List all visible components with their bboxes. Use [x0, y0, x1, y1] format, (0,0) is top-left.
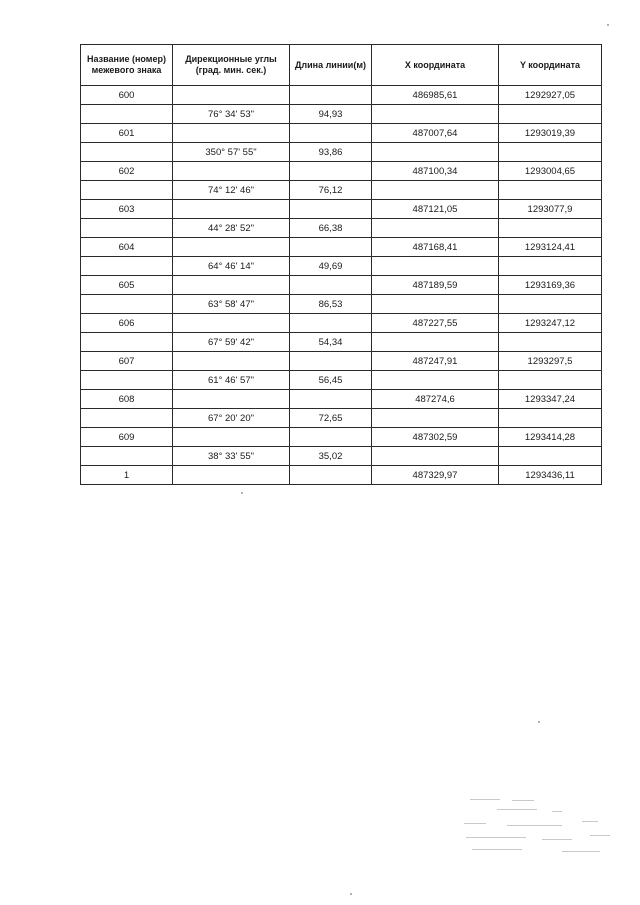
length-cell: 35,02 — [290, 447, 372, 466]
y-coordinate-cell: 1293019,39 — [499, 124, 602, 143]
length-cell — [290, 276, 372, 295]
table-row — [81, 105, 602, 124]
y-coordinate-cell — [499, 371, 602, 390]
angle-cell — [173, 86, 290, 105]
point-cell: 604 — [81, 238, 173, 257]
length-cell — [290, 314, 372, 333]
x-coordinate-cell: 487247,91 — [372, 352, 499, 371]
angle-cell: 64° 46' 14" — [173, 257, 290, 276]
y-coordinate-cell — [499, 219, 602, 238]
y-coordinate-cell: 1293247,12 — [499, 314, 602, 333]
table-row — [81, 466, 602, 485]
angle-cell: 44° 28' 52" — [173, 219, 290, 238]
x-coordinate-cell: 487274,6 — [372, 390, 499, 409]
y-coordinate-cell — [499, 447, 602, 466]
point-cell — [81, 181, 173, 200]
point-cell: 602 — [81, 162, 173, 181]
length-cell: 94,93 — [290, 105, 372, 124]
table-row — [81, 390, 602, 409]
angle-cell — [173, 466, 290, 485]
x-coordinate-cell — [372, 105, 499, 124]
table-row — [81, 124, 602, 143]
table-row — [81, 276, 602, 295]
point-cell: 605 — [81, 276, 173, 295]
table-row — [81, 333, 602, 352]
point-cell: 607 — [81, 352, 173, 371]
point-cell — [81, 257, 173, 276]
length-cell: 76,12 — [290, 181, 372, 200]
length-cell: 72,65 — [290, 409, 372, 428]
x-coordinate-cell — [372, 257, 499, 276]
point-cell — [81, 333, 173, 352]
length-cell — [290, 352, 372, 371]
x-coordinate-cell: 487168,41 — [372, 238, 499, 257]
angle-cell — [173, 390, 290, 409]
table-row — [81, 352, 602, 371]
y-coordinate-cell: 1293414,28 — [499, 428, 602, 447]
length-cell — [290, 86, 372, 105]
table-row — [81, 257, 602, 276]
y-coordinate-cell: 1292927,05 — [499, 86, 602, 105]
x-coordinate-cell — [372, 409, 499, 428]
angle-cell: 61° 46' 57" — [173, 371, 290, 390]
x-coordinate-cell — [372, 219, 499, 238]
angle-cell: 76° 34' 53" — [173, 105, 290, 124]
x-coordinate-cell: 487100,34 — [372, 162, 499, 181]
point-cell — [81, 409, 173, 428]
table-row — [81, 200, 602, 219]
y-coordinate-cell: 1293436,11 — [499, 466, 602, 485]
y-coordinate-cell: 1293297,5 — [499, 352, 602, 371]
x-coordinate-cell — [372, 333, 499, 352]
scan-speck — [538, 721, 540, 723]
y-coordinate-cell — [499, 257, 602, 276]
y-coordinate-cell — [499, 143, 602, 162]
point-cell — [81, 143, 173, 162]
length-cell: 86,53 — [290, 295, 372, 314]
angle-cell — [173, 162, 290, 181]
point-cell: 606 — [81, 314, 173, 333]
point-cell — [81, 105, 173, 124]
x-coordinate-cell: 486985,61 — [372, 86, 499, 105]
point-cell — [81, 447, 173, 466]
table-body — [81, 86, 602, 485]
angle-cell — [173, 200, 290, 219]
point-cell — [81, 219, 173, 238]
point-cell: 600 — [81, 86, 173, 105]
table-row — [81, 428, 602, 447]
x-coordinate-cell: 487329,97 — [372, 466, 499, 485]
table-row — [81, 295, 602, 314]
header-y-coordinate: Y координата — [499, 45, 602, 86]
table-row — [81, 314, 602, 333]
length-cell — [290, 428, 372, 447]
table-row — [81, 447, 602, 466]
scan-speck — [241, 492, 243, 494]
x-coordinate-cell: 487007,64 — [372, 124, 499, 143]
header-line-length: Длина линии(м) — [290, 45, 372, 86]
length-cell — [290, 162, 372, 181]
y-coordinate-cell — [499, 409, 602, 428]
point-cell: 601 — [81, 124, 173, 143]
length-cell — [290, 124, 372, 143]
header-point-name: Название (номер) межевого знака — [81, 45, 173, 86]
x-coordinate-cell: 487227,55 — [372, 314, 499, 333]
angle-cell — [173, 124, 290, 143]
boundary-points-table — [80, 44, 602, 485]
angle-cell: 67° 59' 42" — [173, 333, 290, 352]
angle-cell: 38° 33' 55" — [173, 447, 290, 466]
scan-speck — [607, 24, 609, 26]
y-coordinate-cell: 1293347,24 — [499, 390, 602, 409]
length-cell — [290, 238, 372, 257]
angle-cell: 74° 12' 46" — [173, 181, 290, 200]
table-row — [81, 143, 602, 162]
x-coordinate-cell — [372, 143, 499, 162]
length-cell: 49,69 — [290, 257, 372, 276]
point-cell: 1 — [81, 466, 173, 485]
table-header-row — [81, 45, 602, 86]
x-coordinate-cell — [372, 371, 499, 390]
length-cell: 56,45 — [290, 371, 372, 390]
scan-speck — [350, 893, 352, 895]
x-coordinate-cell — [372, 295, 499, 314]
point-cell: 608 — [81, 390, 173, 409]
y-coordinate-cell: 1293169,36 — [499, 276, 602, 295]
angle-cell: 350° 57' 55" — [173, 143, 290, 162]
faded-stamp-icon — [462, 795, 612, 857]
x-coordinate-cell: 487302,59 — [372, 428, 499, 447]
x-coordinate-cell — [372, 447, 499, 466]
x-coordinate-cell — [372, 181, 499, 200]
y-coordinate-cell: 1293004,65 — [499, 162, 602, 181]
y-coordinate-cell — [499, 105, 602, 124]
table-row — [81, 409, 602, 428]
angle-cell — [173, 314, 290, 333]
length-cell: 93,86 — [290, 143, 372, 162]
angle-cell: 67° 20' 20" — [173, 409, 290, 428]
point-cell: 603 — [81, 200, 173, 219]
length-cell — [290, 466, 372, 485]
y-coordinate-cell — [499, 333, 602, 352]
table-row — [81, 181, 602, 200]
y-coordinate-cell: 1293124,41 — [499, 238, 602, 257]
length-cell — [290, 200, 372, 219]
point-cell — [81, 371, 173, 390]
angle-cell — [173, 352, 290, 371]
length-cell: 66,38 — [290, 219, 372, 238]
table-row — [81, 371, 602, 390]
x-coordinate-cell: 487121,05 — [372, 200, 499, 219]
table-row — [81, 219, 602, 238]
point-cell — [81, 295, 173, 314]
header-x-coordinate: X координата — [372, 45, 499, 86]
point-cell: 609 — [81, 428, 173, 447]
y-coordinate-cell — [499, 295, 602, 314]
length-cell — [290, 390, 372, 409]
angle-cell — [173, 428, 290, 447]
y-coordinate-cell — [499, 181, 602, 200]
angle-cell: 63° 58' 47" — [173, 295, 290, 314]
x-coordinate-cell: 487189,59 — [372, 276, 499, 295]
header-direction-angle: Дирекционные углы (град. мин. сек.) — [173, 45, 290, 86]
length-cell: 54,34 — [290, 333, 372, 352]
table-row — [81, 162, 602, 181]
table-row — [81, 86, 602, 105]
angle-cell — [173, 238, 290, 257]
table-row — [81, 238, 602, 257]
angle-cell — [173, 276, 290, 295]
y-coordinate-cell: 1293077,9 — [499, 200, 602, 219]
